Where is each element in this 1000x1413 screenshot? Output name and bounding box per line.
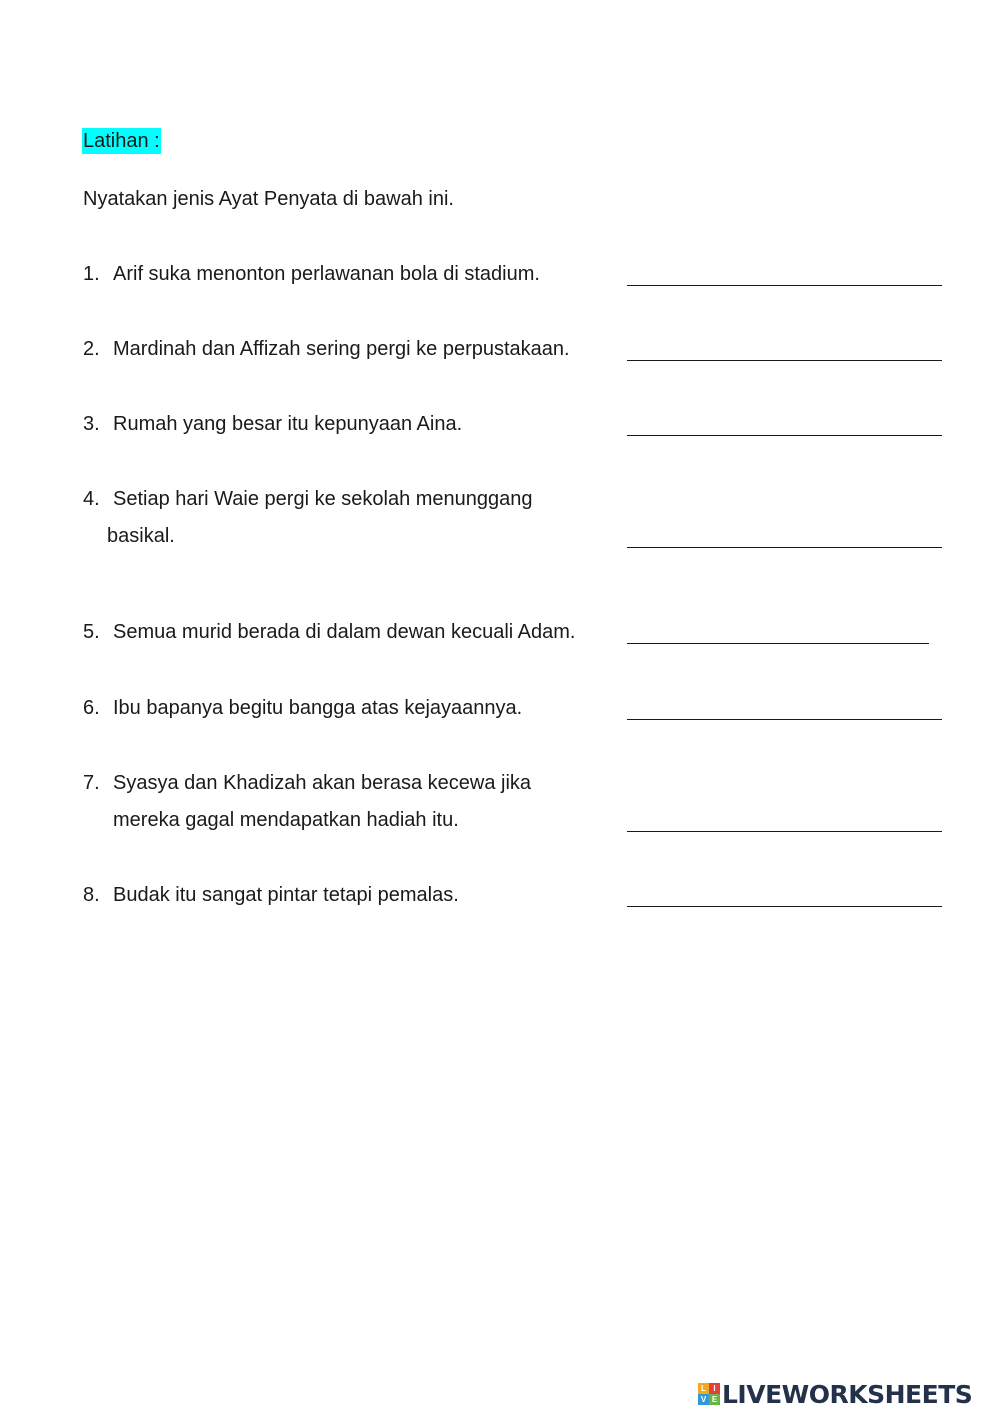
exercise-heading: Latihan : — [83, 130, 160, 152]
question-number: 5. — [83, 621, 100, 643]
question-number: 7. — [83, 772, 100, 794]
answer-line-6[interactable] — [627, 719, 942, 720]
answer-line-8[interactable] — [627, 906, 942, 907]
question-8 — [83, 877, 623, 914]
logo-mark-letter: V — [698, 1394, 709, 1405]
question-text: Syasya dan Khadizah akan berasa kecewa jika — [113, 772, 532, 794]
question-3 — [83, 406, 623, 443]
answer-line-4[interactable] — [627, 547, 942, 548]
question-text: Mardinah dan Affizah sering pergi ke perpustakaan. — [113, 338, 570, 360]
question-text-continued: mereka gagal mendapatkan hadiah itu. — [113, 809, 459, 831]
question-text: Budak itu sangat pintar tetapi pemalas. — [113, 884, 459, 906]
answer-line-2[interactable] — [627, 360, 942, 361]
question-text-continued: basikal. — [107, 525, 175, 547]
liveworksheets-logo-text: LIVEWORKSHEETS — [722, 1379, 973, 1409]
question-6 — [83, 690, 623, 727]
question-number: 8. — [83, 884, 100, 906]
answer-line-1[interactable] — [627, 285, 942, 286]
question-text: Ibu bapanya begitu bangga atas kejayaannya. — [113, 697, 523, 719]
logo-mark-letter: I — [709, 1383, 720, 1394]
question-5 — [83, 614, 643, 651]
question-number: 6. — [83, 697, 100, 719]
question-text: Semua murid berada di dalam dewan kecuali Adam. — [113, 621, 576, 643]
question-text: Setiap hari Waie pergi ke sekolah menunggang — [113, 488, 533, 510]
answer-line-7[interactable] — [627, 831, 942, 832]
question-1 — [83, 256, 623, 293]
logo-mark-letter: L — [698, 1383, 709, 1394]
question-number: 3. — [83, 413, 100, 435]
answer-line-3[interactable] — [627, 435, 942, 436]
question-number: 2. — [83, 338, 100, 360]
question-text: Rumah yang besar itu kepunyaan Aina. — [113, 413, 463, 435]
question-4 — [83, 481, 623, 555]
answer-line-5[interactable] — [627, 643, 929, 644]
liveworksheets-logo-icon — [698, 1383, 720, 1405]
instruction-text: Nyatakan jenis Ayat Penyata di bawah ini. — [83, 188, 454, 210]
question-number: 1. — [83, 263, 100, 285]
question-text: Arif suka menonton perlawanan bola di stadium. — [113, 263, 540, 285]
logo-mark-letter: E — [709, 1394, 720, 1405]
liveworksheets-logo — [698, 1379, 972, 1409]
question-7 — [83, 765, 623, 839]
question-number: 4. — [83, 488, 100, 510]
question-2 — [83, 331, 623, 368]
